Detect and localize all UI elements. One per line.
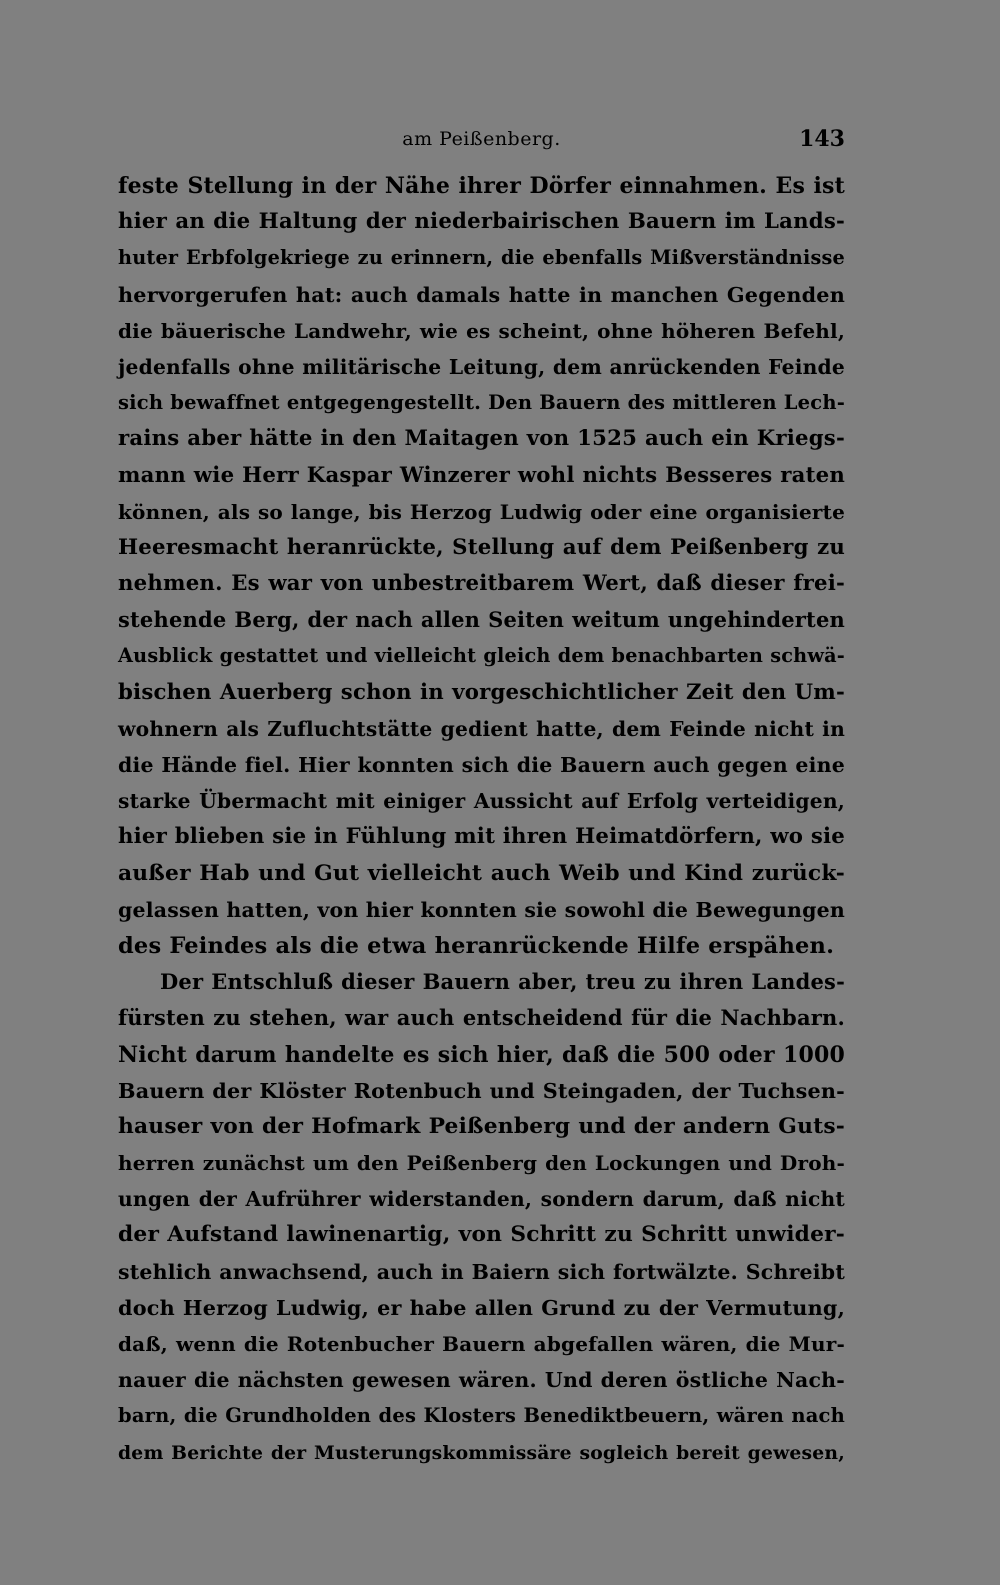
- text-line: Bauern der Klöster Rotenbuch und Steingaden, der Tuchsen-: [118, 1078, 845, 1103]
- text-line: hervorgerufen hat: auch damals hatte in manchen Gegenden: [118, 282, 845, 307]
- text-line: jedenfalls ohne militärische Leitung, dem anrückenden Feinde: [118, 354, 845, 379]
- text-line: herren zunächst um den Peißenberg den Lockungen und Droh-: [118, 1151, 845, 1176]
- text-line: wohnern als Zufluchtstätte gedient hatte, dem Feinde nicht in: [118, 716, 845, 741]
- text-line: Heeresmacht heranrückte, Stellung auf dem Peißenberg zu: [118, 534, 845, 560]
- text-line: des Feindes als die etwa heranrückende Hilfe erspähen.: [118, 932, 835, 959]
- text-line: dem Berichte der Musterungskommissäre sogleich bereit gewesen,: [118, 1441, 845, 1464]
- text-line: hauser von der Hofmark Peißenberg und der andern Guts-: [118, 1113, 845, 1139]
- text-line: doch Herzog Ludwig, er habe allen Grund zu der Vermutung,: [118, 1295, 845, 1320]
- text-line: die Hände fiel. Hier konnten sich die Bauern auch gegen eine: [118, 753, 845, 777]
- text-line: mann wie Herr Kaspar Winzerer wohl nichts Besseres raten: [118, 462, 845, 488]
- text-line: die bäuerische Landwehr, wie es scheint, ohne höheren Befehl,: [118, 318, 845, 343]
- text-line: der Aufstand lawinenartig, von Schritt zu Schritt unwider-: [118, 1222, 845, 1248]
- text-line: barn, die Grundholden des Klosters Benediktbeuern, wären nach: [118, 1404, 845, 1428]
- text-line: stehlich anwachsend, auch in Baiern sich fortwälzte. Schreibt: [118, 1259, 845, 1284]
- text-line: fürsten zu stehen, war auch entscheidend für die Nachbarn.: [118, 1005, 845, 1031]
- text-line: daß, wenn die Rotenbucher Bauern abgefallen wären, die Mur-: [118, 1332, 845, 1356]
- paragraph: [118, 168, 845, 964]
- text-line: huter Erbfolgekriege zu erinnern, die ebenfalls Mißverständnisse: [118, 246, 845, 270]
- running-head: [118, 128, 845, 158]
- text-line: feste Stellung in der Nähe ihrer Dörfer einnahmen. Es ist: [118, 173, 845, 199]
- text-line: Ausblick gestattet und vielleicht gleich dem benachbarten schwä-: [118, 644, 845, 668]
- text-line: nauer die nächsten gewesen wären. Und deren östliche Nach-: [118, 1368, 845, 1393]
- text-line: nehmen. Es war von unbestreitbarem Wert, daß dieser frei-: [118, 571, 845, 597]
- text-line: ungen der Aufrührer widerstanden, sondern darum, daß nicht: [118, 1187, 845, 1212]
- text-line: hier an die Haltung der niederbairischen Bauern im Lands-: [118, 209, 845, 235]
- text-line: starke Übermacht mit einiger Aussicht auf Erfolg verteidigen,: [118, 789, 845, 814]
- text-line: stehende Berg, der nach allen Seiten weitum ungehinderten: [118, 607, 845, 633]
- paragraph: [118, 964, 845, 1471]
- text-line: Nicht darum handelte es sich hier, daß die 500 oder 1000: [118, 1041, 845, 1068]
- text-line: können, als so lange, bis Herzog Ludwig oder eine organisierte: [118, 499, 845, 524]
- running-title: am Peißenberg.: [402, 128, 561, 150]
- text-line: rains aber hätte in den Maitagen von 1525 auch ein Kriegs-: [118, 426, 845, 452]
- text-line: hier blieben sie in Fühlung mit ihren Heimatdörfern, wo sie: [118, 824, 845, 850]
- text-line: sich bewaffnet entgegengestellt. Den Bauern des mittleren Lech-: [118, 391, 845, 415]
- text-line: bischen Auerberg schon in vorgeschichtlicher Zeit den Um-: [118, 679, 845, 705]
- body-text: [118, 168, 845, 1471]
- text-line: gelassen hatten, von hier konnten sie sowohl die Bewegungen: [118, 897, 845, 922]
- text-line: außer Hab und Gut vielleicht auch Weib und Kind zurück-: [118, 860, 845, 886]
- text-line: Der Entschluß dieser Bauern aber, treu zu ihren Landes-: [160, 969, 845, 995]
- page-number: 143: [799, 126, 845, 152]
